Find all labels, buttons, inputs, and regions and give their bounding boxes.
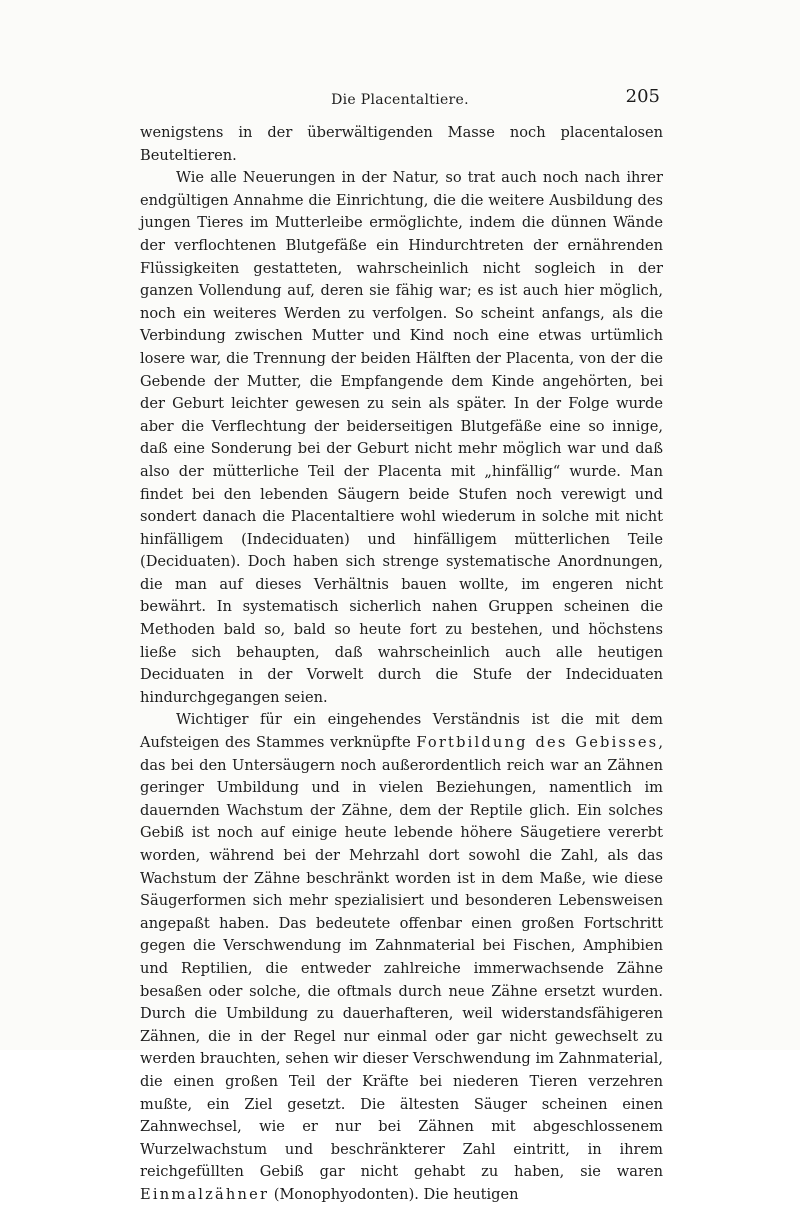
paragraph-dentition-start: Wichtiger für ein eingehendes Verständnis ist die mit dem Aufsteigen des Stammes verknüpfte — [140, 711, 663, 752]
emphasis-einmalzaehner: Einmalzähner — [140, 1185, 270, 1203]
page-number: 205 — [625, 86, 660, 107]
running-title: Die Placentaltiere. — [331, 92, 469, 108]
paragraph-placenta: Wie alle Neuerungen in der Natur, so trat auch noch nach ihrer endgültigen Annahme die Einrichtung, die die weitere Ausbildung des jungen Tieres im Mutterleibe ermöglichte, indem die dünnen Wände der verflochtenen Blutgefäße ein Hindurchtreten der ernährenden Flüssigkeiten gestatteten, wahrscheinlich nicht sogleich in der ganzen Vollendung auf, deren sie fähig war; es ist auch hier möglich, noch ein weiteres Werden zu verfolgen. So scheint anfangs, als die Verbindung zwischen Mutter und Kind noch eine etwas urtümlich losere war, die Trennung der beiden Hälften der Placenta, von der die Gebende der Mutter, die Empfangende dem Kinde angehörten, bei der Geburt leichter gewesen zu sein als später. In der Folge wurde aber die Verflechtung der beiderseitigen Blutgefäße eine so innige, daß eine Sonderung bei der Geburt nicht mehr möglich war und daß also der mütterliche Teil der Placenta mit „hinfällig“ wurde. Man findet bei den lebenden Säugern beide Stufen noch verewigt und sondert danach die Placentaltiere wohl wiederum in solche mit nicht hinfälligem (Indeciduaten) und hinfälligem mütterlichen Teile (Deciduaten). Doch haben sich strenge systematische Anordnungen, die man auf dieses Verhältnis bauen wollte, im engeren nicht bewährt. In systematisch sicherlich nahen Gruppen scheinen die Methoden bald so, bald so heute fort zu bestehen, und höchstens ließe sich behaupten, daß wahrscheinlich auch alle heutigen Deciduaten in der Vorwelt durch die Stufe der Indeciduaten hindurchgegangen seien. — [140, 169, 663, 706]
paragraph-continuation: wenigstens in der überwältigenden Masse noch placentalosen Beuteltieren. — [140, 124, 663, 164]
paragraph-dentition — [140, 709, 663, 1206]
emphasis-fortbildung: Fortbildung des Gebisses — [416, 734, 659, 752]
paragraph-dentition-middle: , das bei den Untersäugern noch außerordentlich reich war an Zähnen geringer Umbildung und in vielen Beziehungen, namentlich im dauernden Wachstum der Zähne, dem der Reptile glich. Ein solches Gebiß ist noch auf einige heute lebende höhere Säugetiere vererbt worden, während bei der Mehrzahl dort sowohl die Zahl, als das Wachstum der Zähne beschränkt worden ist in dem Maße, wie diese Säugerformen sich mehr spezialisiert und besonderen Lebensweisen angepaßt haben. Das bedeutete offenbar einen großen Fortschritt gegen die Verschwendung im Zahnmaterial bei Fischen, Amphibien und Reptilien, die entweder zahlreiche immerwachsende Zähne besaßen oder solche, die oftmals durch neue Zähne ersetzt wurden. Durch die Umbildung zu dauerhafteren, weil widerstandsfähigeren Zähnen, die in der Regel nur einmal oder gar nicht gewechselt zu werden brauchten, sehen wir dieser Verschwendung im Zahnmaterial, die einen großen Teil der Kräfte bei niederen Tieren verzehren mußte, ein Ziel gesetzt. Die ältesten Säuger scheinen einen Zahnwechsel, wie er nur bei Zähnen mit abgeschlossenem Wurzelwachstum und beschränkterer Zahl eintritt, in ihrem reichgefüllten Gebiß gar nicht gehabt zu haben, sie waren — [140, 734, 663, 1181]
paragraph-dentition-tail: (Monophyodonten). Die heutigen — [269, 1185, 519, 1203]
body-text — [140, 122, 663, 1207]
